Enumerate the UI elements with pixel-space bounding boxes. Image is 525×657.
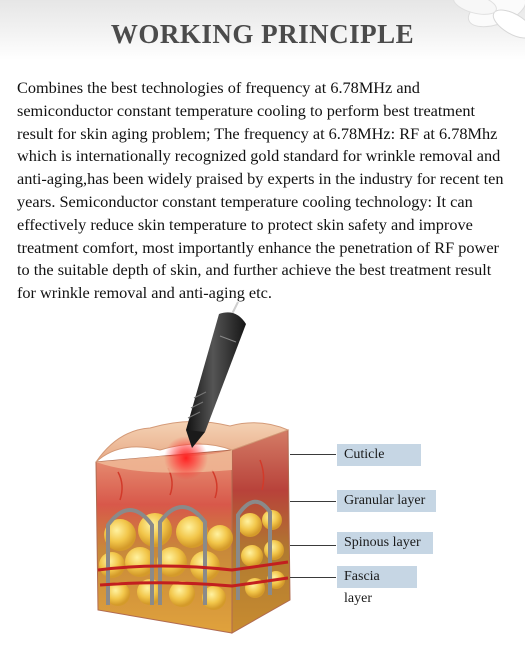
fat-cells bbox=[99, 510, 285, 610]
page-title: WORKING PRINCIPLE bbox=[110, 19, 415, 49]
label-granular-layer: Granular layer bbox=[337, 490, 436, 512]
granular-leader-line bbox=[290, 501, 336, 502]
skin-illustration bbox=[0, 300, 525, 657]
spinous-leader-line bbox=[290, 545, 336, 546]
label-spinous-layer: Spinous layer bbox=[337, 532, 433, 554]
label-cuticle: Cuticle bbox=[337, 444, 421, 466]
intro-paragraph: Combines the best technologies of frequency at 6.78MHz and semiconductor constant temperature cooling to perform best treatment result for skin aging problem; The frequency at 6.78MHz: RF at 6.78Mhz which is internationally recognized gold standard for wrinkle removal and anti-aging,has been widely praised by experts in the industry for recent ten years. Semiconductor constant temperature cooling technology: It can effectively reduce skin temperature to protect skin safety and improve treatment comfort, most importantly enhance the penetration of RF power to the suitable depth of skin, and further achieve the best treatment result for wrinkle removal and anti-aging etc. bbox=[17, 78, 504, 303]
cuticle-leader-line bbox=[290, 454, 336, 455]
rf-glow bbox=[164, 436, 208, 480]
label-fascia-layer: Fascia layer bbox=[337, 566, 417, 588]
fascia-leader-line bbox=[290, 577, 336, 578]
header-banner bbox=[0, 0, 525, 60]
